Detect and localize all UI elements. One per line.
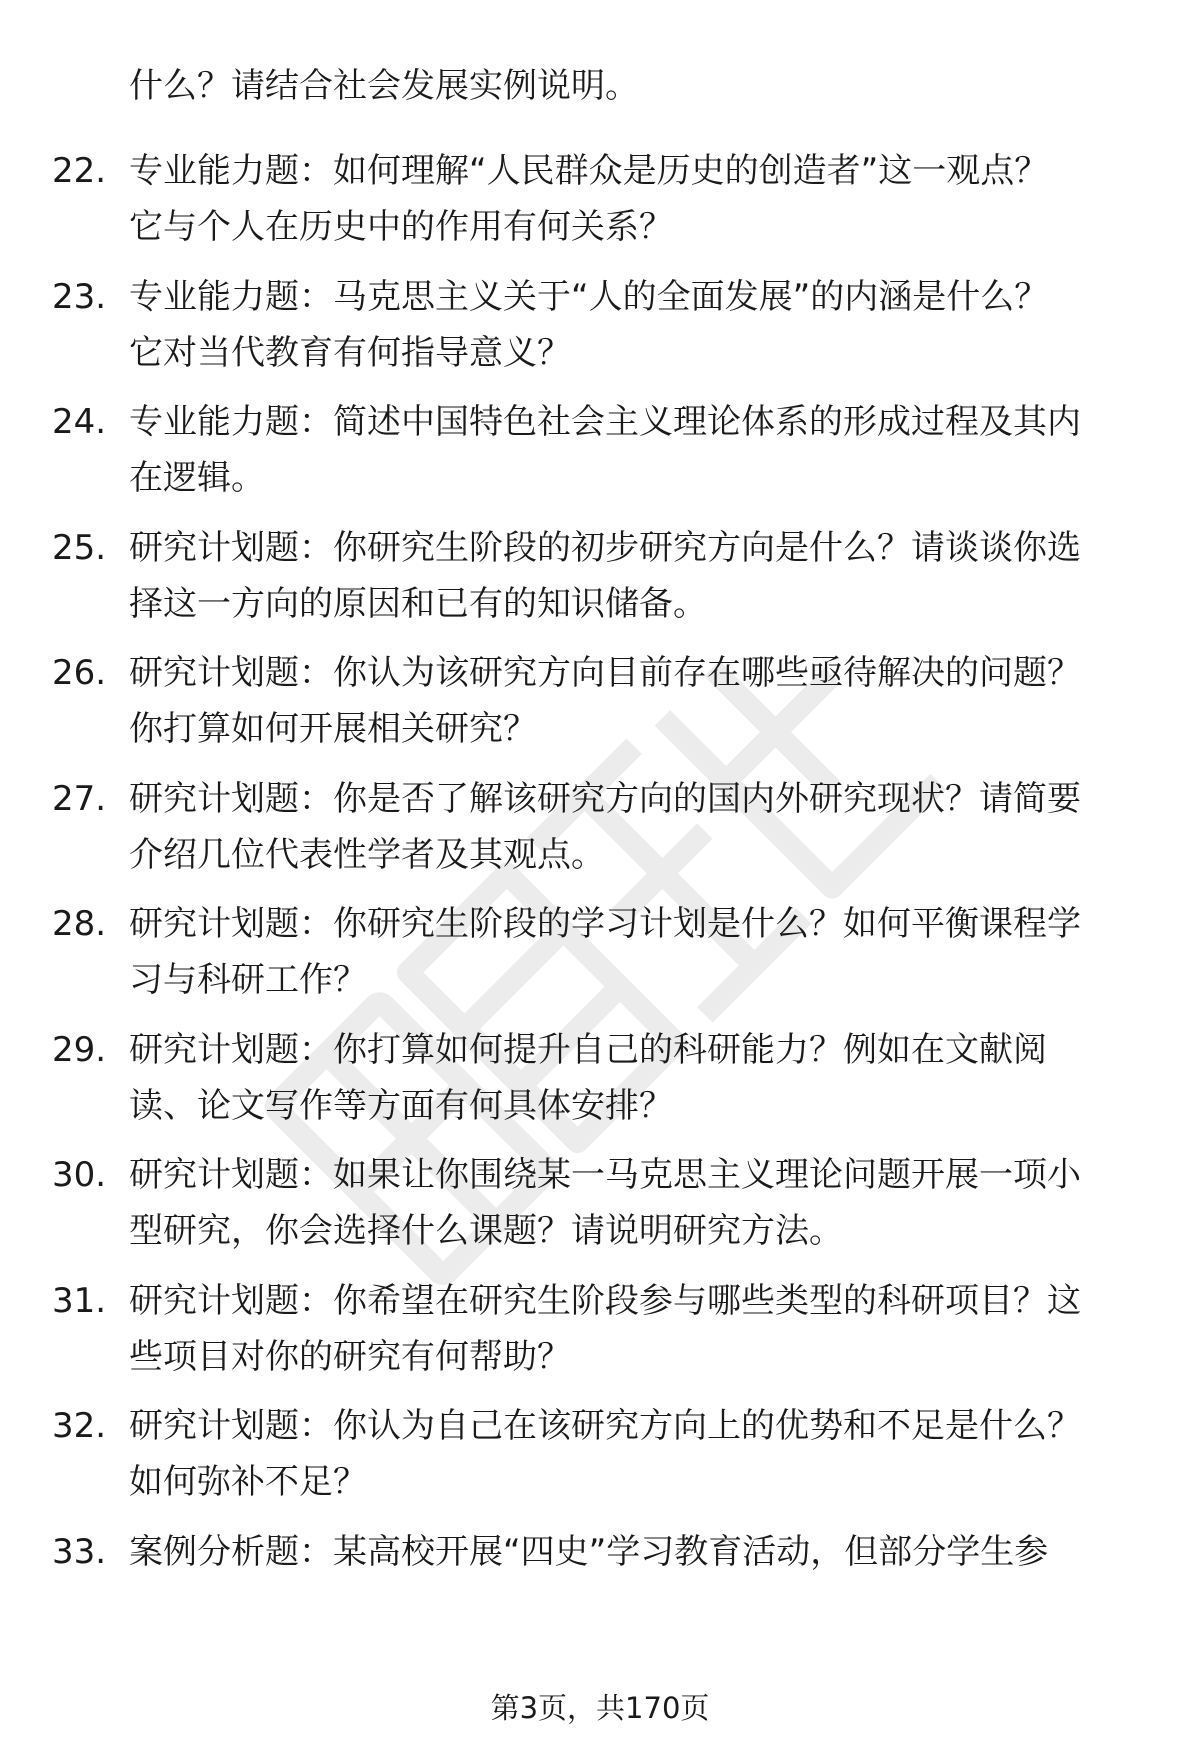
question-text-line: 专业能力题：如何理解“人民群众是历史的创造者”这一观点？ xyxy=(129,151,1049,191)
question-item xyxy=(0,269,1200,395)
question-item xyxy=(0,1524,1200,1650)
question-number: 25. xyxy=(52,527,107,568)
question-item xyxy=(0,645,1200,771)
question-item xyxy=(0,520,1200,646)
question-number: 27. xyxy=(52,778,107,819)
question-number: 30. xyxy=(52,1155,107,1195)
question-text-line: 读、论文写作等方面有何具体安排？ xyxy=(129,1085,673,1126)
question-item xyxy=(0,771,1200,897)
question-text-line: 研究计划题：你认为自己在该研究方向上的优势和不足是什么？ xyxy=(129,1406,1081,1446)
question-text-line: 专业能力题：马克思主义关于“人的全面发展”的内涵是什么？ xyxy=(129,276,1049,317)
question-text-line: 研究计划题：如果让你围绕某一马克思主义理论问题开展一项小 xyxy=(129,1155,1081,1195)
question-item xyxy=(0,1273,1200,1399)
question-text-line: 研究计划题：你认为该研究方向目前存在哪些亟待解决的问题？ xyxy=(129,653,1081,693)
question-text-line: 研究计划题：你打算如何提升自己的科研能力？例如在文献阅 xyxy=(129,1029,1047,1070)
question-item xyxy=(0,1022,1200,1148)
question-text-line: 研究计划题：你研究生阶段的学习计划是什么？如何平衡课程学 xyxy=(129,904,1081,944)
question-text-line: 专业能力题：简述中国特色社会主义理论体系的形成过程及其内 xyxy=(129,402,1081,442)
question-text-line: 些项目对你的研究有何帮助？ xyxy=(129,1336,571,1377)
question-item xyxy=(0,394,1200,520)
question-item xyxy=(0,1398,1200,1524)
question-text-line: 研究计划题：你是否了解该研究方向的国内外研究现状？请简要 xyxy=(129,778,1081,819)
page-footer: 第3页，共170页 xyxy=(490,1691,710,1725)
question-text-line: 型研究，你会选择什么课题？请说明研究方法。 xyxy=(129,1211,843,1251)
question-number: 23. xyxy=(52,276,107,317)
question-number: 31. xyxy=(52,1280,107,1321)
question-item xyxy=(0,143,1200,269)
question-number: 29. xyxy=(52,1029,107,1070)
question-item xyxy=(0,896,1200,1022)
question-text-line: 案例分析题：某高校开展“四史”学习教育活动，但部分学生参 xyxy=(129,1531,1049,1572)
question-text-line: 如何弥补不足？ xyxy=(129,1462,367,1502)
question-number: 33. xyxy=(52,1531,107,1572)
continued-question-text: 什么？请结合社会发展实例说明。 xyxy=(129,66,639,106)
question-number: 28. xyxy=(52,904,107,944)
question-text-line: 择这一方向的原因和已有的知识储备。 xyxy=(129,583,707,624)
question-number: 32. xyxy=(52,1406,107,1446)
question-text-line: 在逻辑。 xyxy=(129,458,265,498)
question-number: 26. xyxy=(52,653,107,693)
question-number: 24. xyxy=(52,402,107,442)
question-item xyxy=(0,1147,1200,1273)
question-list xyxy=(0,143,1200,1649)
question-text-line: 研究计划题：你研究生阶段的初步研究方向是什么？请谈谈你选 xyxy=(129,527,1081,568)
question-text-line: 研究计划题：你希望在研究生阶段参与哪些类型的科研项目？这 xyxy=(129,1280,1081,1321)
question-text-line: 你打算如何开展相关研究？ xyxy=(129,709,537,749)
question-text-line: 习与科研工作？ xyxy=(129,960,367,1000)
question-text-line: 介绍几位代表性学者及其观点。 xyxy=(129,834,605,875)
question-text-line: 它对当代教育有何指导意义？ xyxy=(129,332,571,373)
question-number: 22. xyxy=(52,151,107,191)
question-text-line: 它与个人在历史中的作用有何关系？ xyxy=(129,207,673,247)
